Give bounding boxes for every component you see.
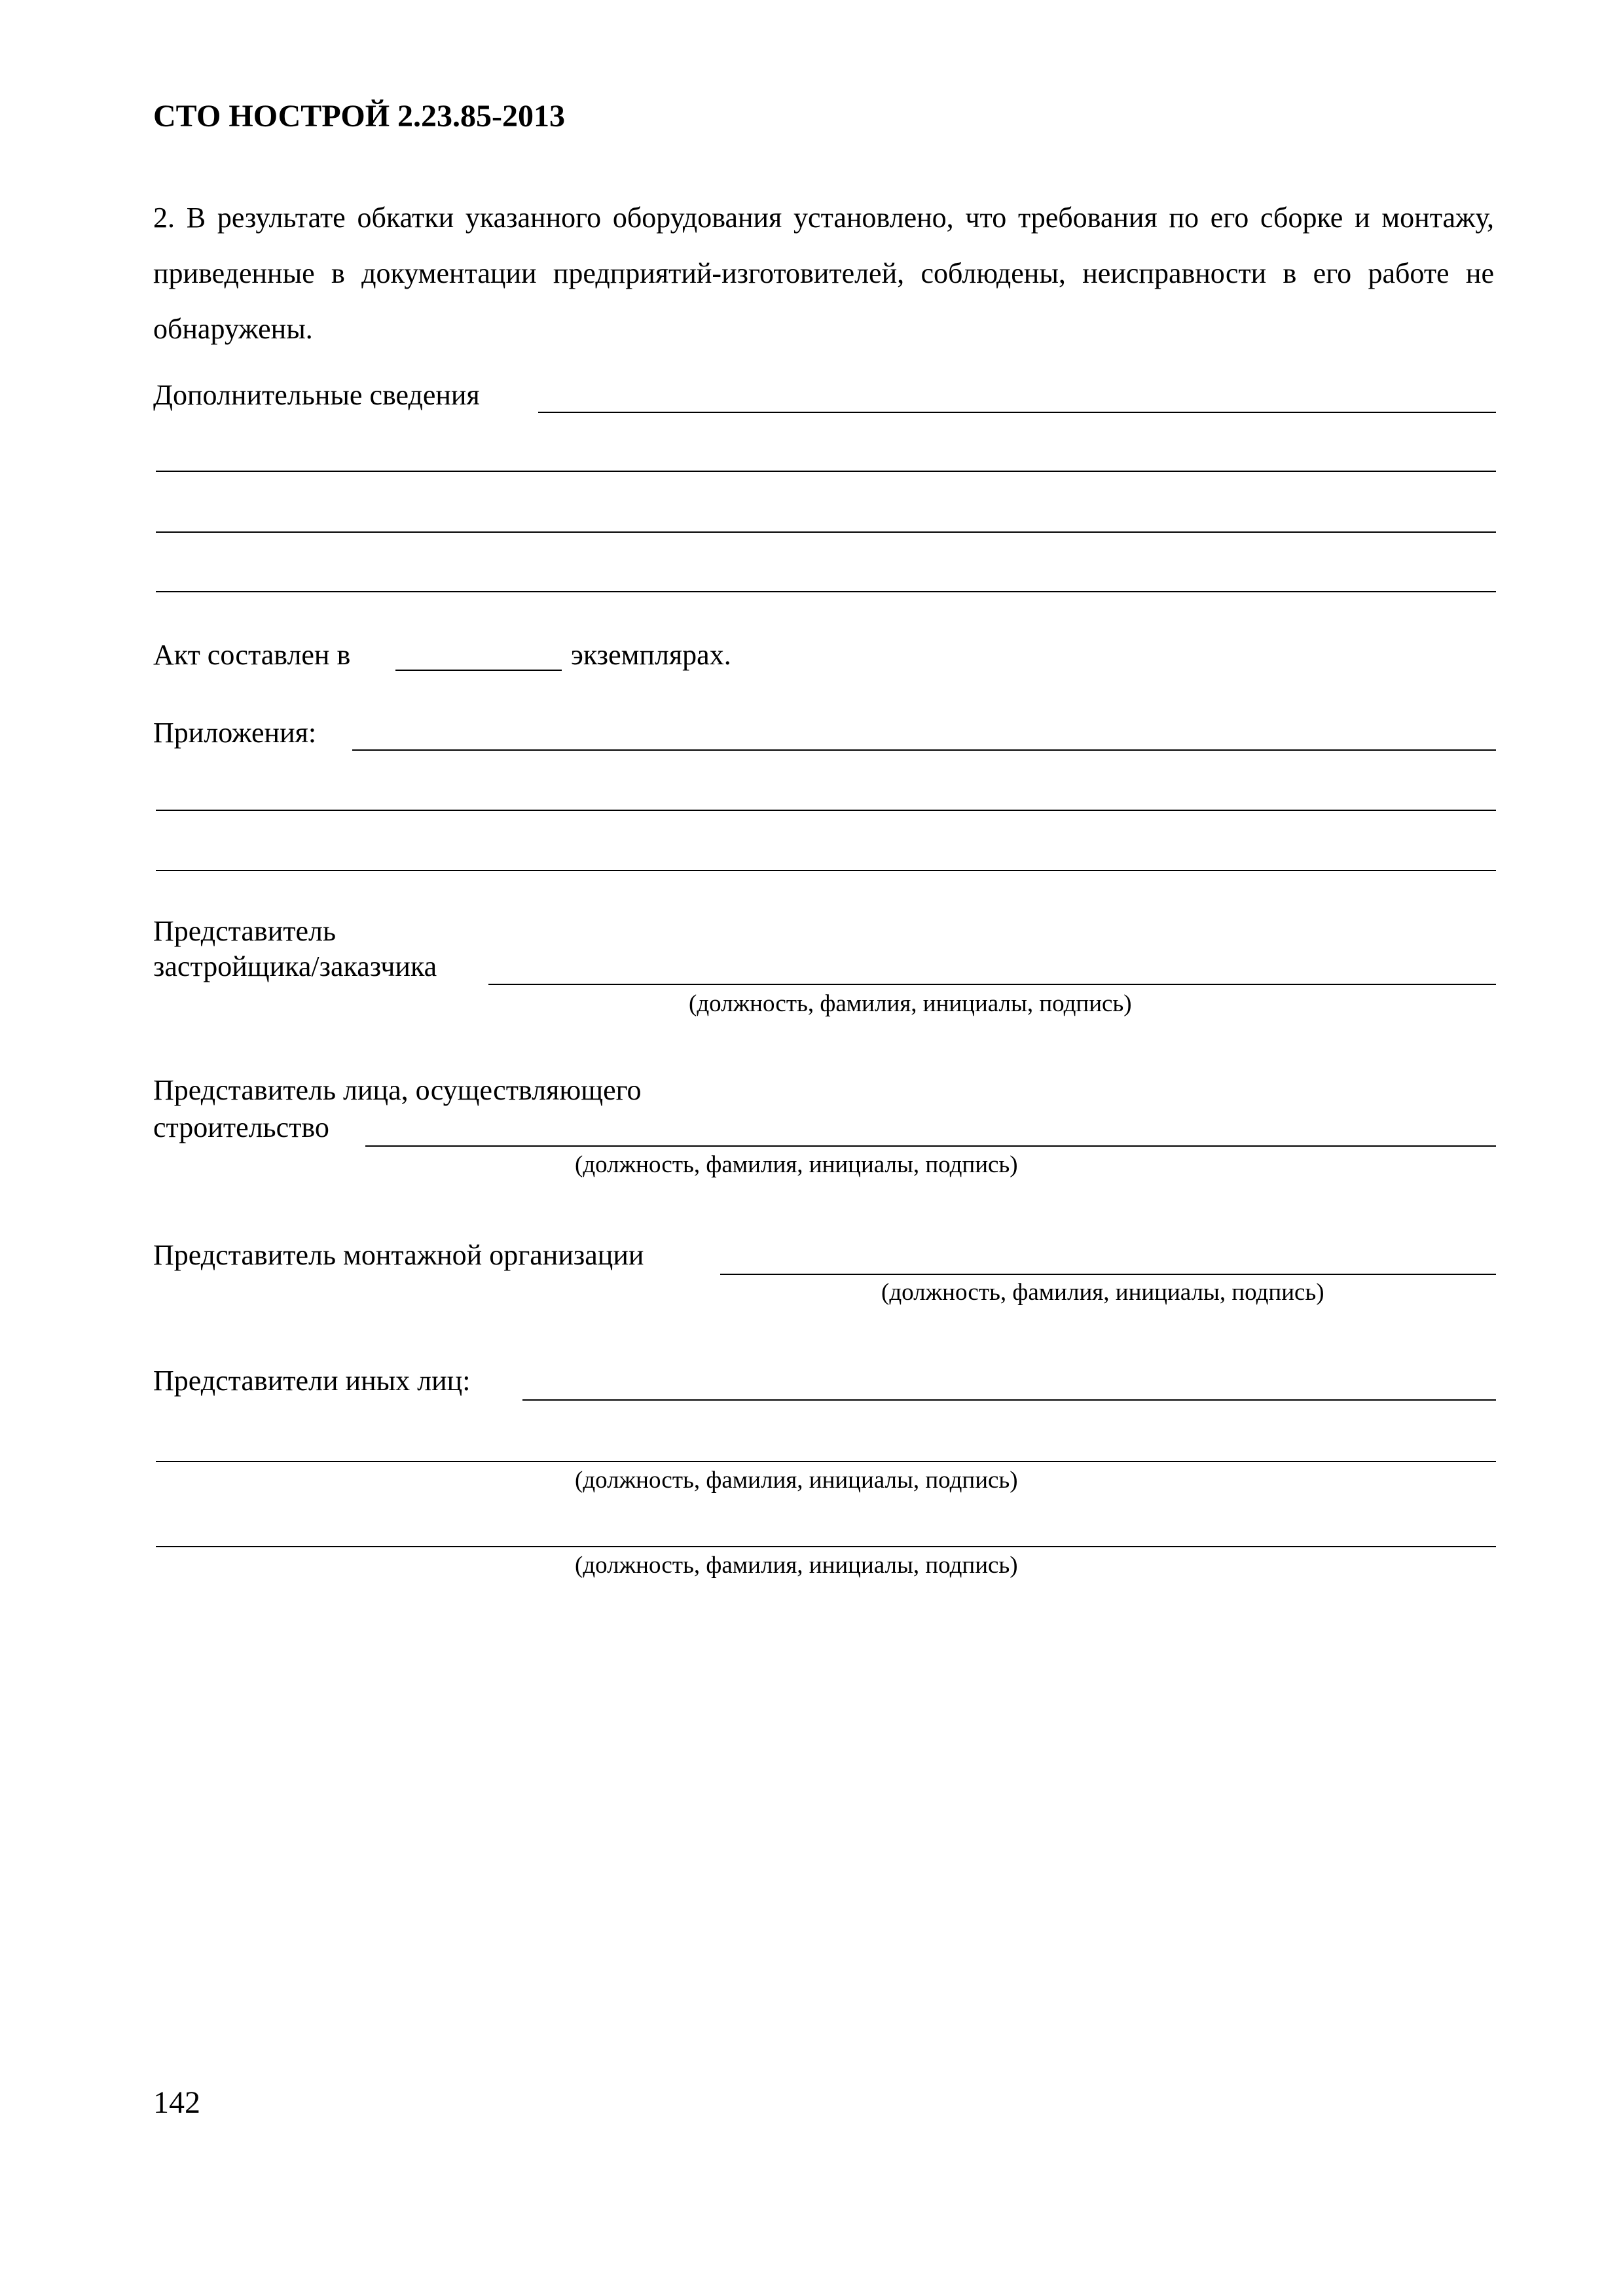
additional-info-line-2[interactable] — [156, 471, 1496, 472]
attachments-line-1[interactable] — [352, 749, 1496, 751]
installer-rep-caption: (должность, фамилия, инициалы, подпись) — [881, 1279, 1324, 1306]
additional-info-line-4[interactable] — [156, 591, 1496, 592]
developer-rep-signature-line[interactable] — [488, 984, 1496, 985]
other-reps-label: Представители иных лиц: — [153, 1365, 471, 1397]
attachments-line-2[interactable] — [156, 810, 1496, 811]
installer-rep-signature-line[interactable] — [720, 1274, 1496, 1275]
builder-rep-label-1: Представитель лица, осуществляющего — [153, 1074, 642, 1106]
attachments-line-3[interactable] — [156, 870, 1496, 871]
additional-info-line-3[interactable] — [156, 531, 1496, 533]
page-number: 142 — [153, 2085, 200, 2120]
act-copies-field[interactable] — [395, 670, 562, 671]
act-copies-prefix: Акт составлен в — [153, 639, 351, 671]
builder-rep-signature-line[interactable] — [365, 1145, 1496, 1147]
developer-rep-caption: (должность, фамилия, инициалы, подпись) — [689, 990, 1132, 1017]
installer-rep-label: Представитель монтажной организации — [153, 1239, 644, 1271]
act-copies-suffix: экземплярах. — [571, 639, 731, 671]
document-code-header: СТО НОСТРОЙ 2.23.85-2013 — [153, 99, 566, 134]
attachments-label: Приложения: — [153, 717, 317, 749]
additional-info-line-1[interactable] — [538, 412, 1496, 413]
other-reps-line-2[interactable] — [156, 1461, 1496, 1462]
other-reps-line-1[interactable] — [522, 1399, 1496, 1401]
builder-rep-label-2: строительство — [153, 1111, 329, 1143]
additional-info-label: Дополнительные сведения — [153, 379, 480, 411]
result-paragraph: 2. В результате обкатки указанного оборудования установлено, что требования по его сборке и монтажу, приведенные в документации предприятий-изготовителей, соблюдены, неисправности в его работе не обнаружены. — [153, 202, 1494, 345]
developer-rep-label-2: застройщика/заказчика — [153, 950, 437, 982]
other-reps-caption-2: (должность, фамилия, инициалы, подпись) — [575, 1552, 1018, 1579]
developer-rep-label-1: Представитель — [153, 915, 337, 947]
builder-rep-caption: (должность, фамилия, инициалы, подпись) — [575, 1151, 1018, 1178]
other-reps-line-3[interactable] — [156, 1546, 1496, 1547]
other-reps-caption-1: (должность, фамилия, инициалы, подпись) — [575, 1467, 1018, 1494]
